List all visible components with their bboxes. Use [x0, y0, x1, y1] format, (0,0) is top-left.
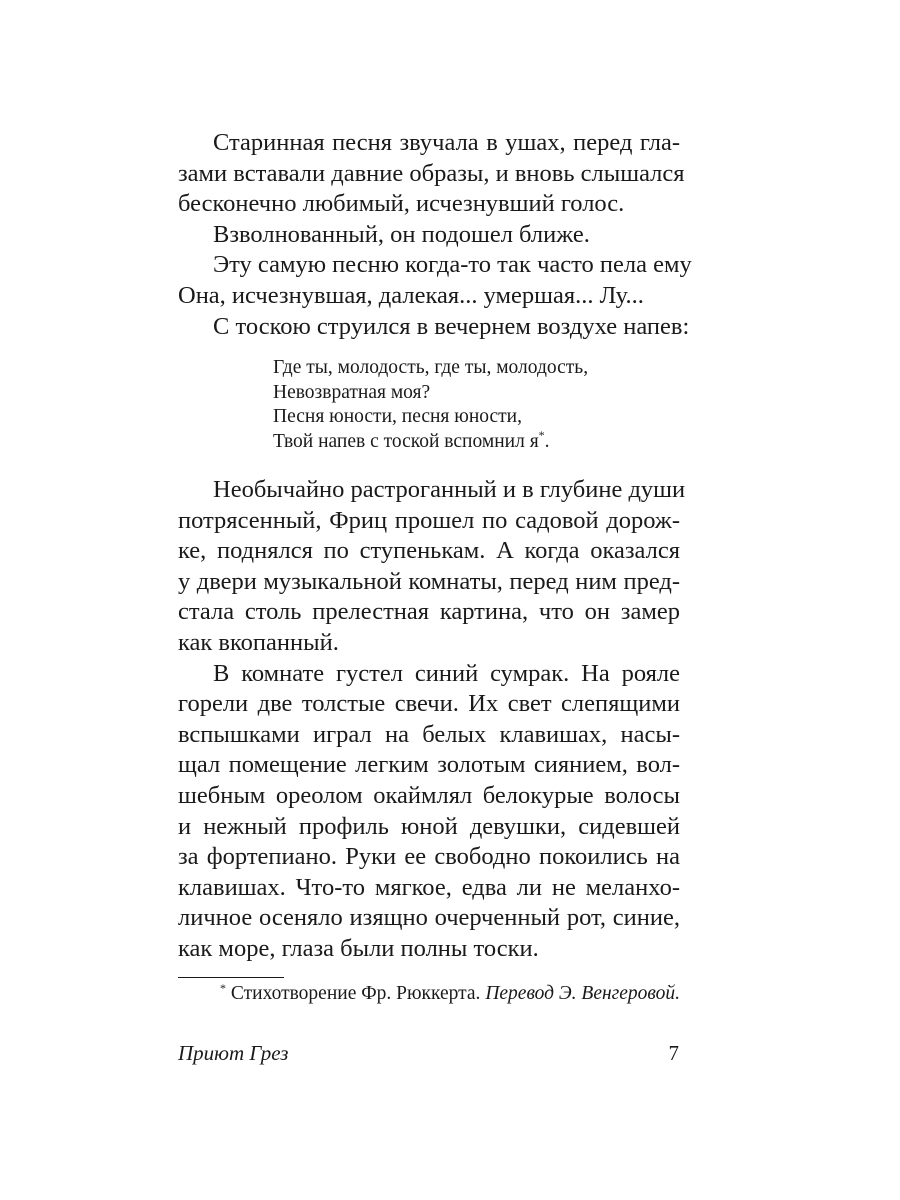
text-line: бесконечно любимый, исчезнувший голос.	[178, 190, 625, 218]
text-line: стала столь прелестная картина, что он замер	[178, 598, 680, 626]
text-line: В комнате густел синий сумрак. На рояле	[213, 659, 680, 687]
footnote-translator: Перевод Э. Венгеровой.	[485, 983, 680, 1004]
footnote	[178, 982, 680, 1006]
text-line: потрясенный, Фриц прошел по садовой дорож-	[178, 506, 680, 534]
footnote-reference-mark: *	[538, 427, 545, 442]
text-line: вспышками играл на белых клавишах, насы-	[178, 720, 680, 748]
paragraph	[178, 220, 680, 251]
running-title: Приют Грез	[178, 1041, 289, 1065]
footnote-separator	[178, 977, 284, 978]
poem-line-text: Твой напев с тоской вспомнил я	[273, 430, 539, 452]
text-line: зами вставали давние образы, и вновь слышался	[178, 159, 685, 187]
poem-verse	[273, 356, 588, 454]
text-line: Эту самую песню когда-то так часто пела ему	[213, 251, 692, 279]
text-line: щал помещение легким золотым сиянием, вол-	[178, 751, 680, 779]
poem-line: Где ты, молодость, где ты, молодость,	[273, 357, 589, 378]
paragraph	[178, 312, 690, 343]
text-line: за фортепиано. Руки ее свободно покоились на	[178, 843, 680, 871]
text-line: Взволнованный, он подошел ближе.	[213, 220, 590, 248]
body-text-top	[178, 128, 692, 342]
paragraph	[178, 250, 692, 311]
text-line: и нежный профиль юной девушки, сидевшей	[178, 812, 680, 840]
footnote-text: Стихотворение Фр. Рюккерта.	[230, 983, 486, 1004]
poem-line: Невозвратная моя?	[273, 381, 431, 403]
paragraph	[178, 659, 680, 965]
text-line: Старинная песня звучала в ушах, перед гла-	[213, 129, 680, 156]
poem-line-last	[273, 427, 588, 455]
text-line: Она, исчезнувшая, далекая... умершая... Лу...	[178, 281, 644, 309]
text-line: горели две толстые свечи. Их свет слепящими	[178, 690, 680, 718]
text-line: как море, глаза были полны тоски.	[178, 934, 539, 962]
page-number: 7	[668, 1041, 679, 1065]
footnote-mark: *	[219, 981, 226, 995]
text-line: Необычайно растроганный и в глубине души	[213, 476, 686, 503]
text-line: С тоскою струился в вечернем воздухе напев:	[213, 312, 690, 340]
text-line: клавишах. Что-то мягкое, едва ли не меланхо-	[178, 873, 680, 901]
text-line: личное осеняло изящно очерченный рот, синие,	[178, 904, 680, 932]
text-line: ке, поднялся по ступенькам. А когда оказался	[178, 537, 680, 565]
paragraph	[178, 475, 686, 659]
poem-line-punctuation: .	[544, 430, 550, 452]
text-line: у двери музыкальной комнаты, перед ним пред-	[178, 567, 680, 595]
paragraph	[178, 128, 685, 220]
text-line: шебным ореолом окаймлял белокурые волосы	[178, 781, 680, 809]
poem-line: Песня юности, песня юности,	[273, 406, 522, 427]
text-line: как вкопанный.	[178, 628, 339, 656]
body-text-bottom	[178, 475, 686, 965]
